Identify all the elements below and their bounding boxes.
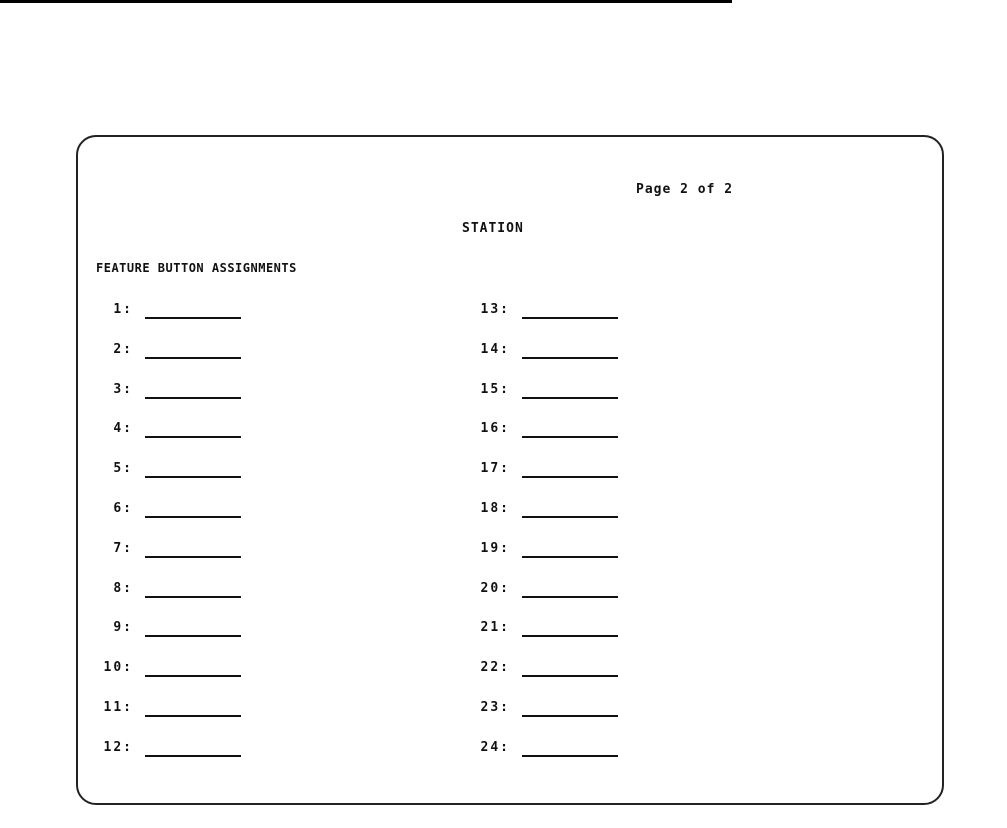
button-number-label: 14:: [480, 342, 510, 357]
feature-button-input[interactable]: [522, 422, 618, 438]
feature-button-input[interactable]: [145, 542, 241, 558]
feature-button-input[interactable]: [145, 621, 241, 637]
button-number-label: 24:: [480, 740, 510, 755]
button-number-label: 22:: [480, 660, 510, 675]
feature-button-input[interactable]: [522, 343, 618, 359]
button-number-label: 18:: [480, 501, 510, 516]
feature-button-input[interactable]: [522, 621, 618, 637]
feature-button-input[interactable]: [145, 303, 241, 319]
button-number-label: 13:: [480, 302, 510, 317]
button-number-label: 3:: [113, 382, 133, 397]
button-number-label: 23:: [480, 700, 510, 715]
button-number-label: 20:: [480, 581, 510, 596]
button-number-label: 1:: [113, 302, 133, 317]
button-number-label: 9:: [113, 620, 133, 635]
feature-button-input[interactable]: [522, 661, 618, 677]
feature-button-input[interactable]: [522, 542, 618, 558]
button-number-label: 15:: [480, 382, 510, 397]
button-number-label: 10:: [103, 660, 133, 675]
button-number-label: 5:: [113, 461, 133, 476]
button-number-label: 12:: [103, 740, 133, 755]
button-number-label: 17:: [480, 461, 510, 476]
page-indicator: Page 2 of 2: [636, 182, 734, 197]
feature-button-input[interactable]: [145, 502, 241, 518]
feature-button-input[interactable]: [145, 701, 241, 717]
button-number-label: 8:: [113, 581, 133, 596]
button-number-label: 7:: [113, 541, 133, 556]
feature-button-input[interactable]: [145, 741, 241, 757]
feature-button-input[interactable]: [522, 701, 618, 717]
section-heading: FEATURE BUTTON ASSIGNMENTS: [96, 261, 297, 275]
feature-button-input[interactable]: [522, 462, 618, 478]
feature-button-input[interactable]: [145, 462, 241, 478]
feature-button-input[interactable]: [522, 502, 618, 518]
button-number-label: 2:: [113, 342, 133, 357]
form-title: STATION: [462, 221, 524, 236]
button-number-label: 21:: [480, 620, 510, 635]
feature-button-input[interactable]: [145, 582, 241, 598]
top-divider: [0, 0, 732, 3]
button-number-label: 6:: [113, 501, 133, 516]
button-number-label: 11:: [103, 700, 133, 715]
feature-button-input[interactable]: [145, 661, 241, 677]
feature-button-input[interactable]: [522, 383, 618, 399]
feature-button-input[interactable]: [522, 582, 618, 598]
feature-button-input[interactable]: [522, 741, 618, 757]
feature-button-input[interactable]: [145, 343, 241, 359]
button-number-label: 4:: [113, 421, 133, 436]
button-number-label: 19:: [480, 541, 510, 556]
feature-button-input[interactable]: [145, 422, 241, 438]
feature-button-input[interactable]: [145, 383, 241, 399]
feature-button-input[interactable]: [522, 303, 618, 319]
button-number-label: 16:: [480, 421, 510, 436]
